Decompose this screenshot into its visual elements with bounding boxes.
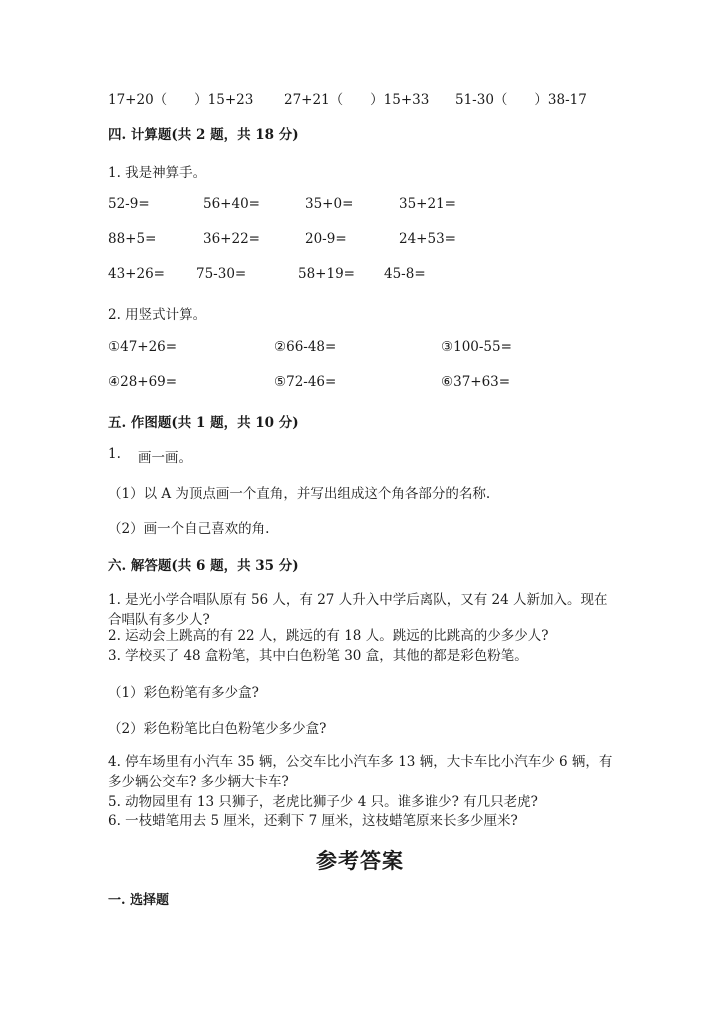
answers-title: 参考答案 <box>316 848 404 873</box>
section6-q3-sub2: （2）彩色粉笔比白色粉笔少多少盒? <box>108 721 327 737</box>
section6-heading: 六. 解答题(共 6 题，共 35 分) <box>108 558 299 574</box>
calc-item: 35+0= <box>305 196 354 212</box>
vertical-calc-item: ⑥37+63= <box>441 374 511 390</box>
section5-q1-number: 1. <box>108 446 121 462</box>
calc-item: 58+19= <box>298 266 355 282</box>
vertical-calc-item: ④28+69= <box>108 374 178 390</box>
calc-item: 75-30= <box>196 266 247 282</box>
compare-item-1: 17+20（ ）15+23 <box>108 92 254 108</box>
calc-item: 24+53= <box>399 231 456 247</box>
calc-item: 43+26= <box>108 266 165 282</box>
compare-item-2: 27+21（ ）15+33 <box>284 92 430 108</box>
vertical-calc-item: ⑤72-46= <box>274 374 337 390</box>
section6-q6: 6. 一枝蜡笔用去 5 厘米，还剩下 7 厘米，这枝蜡笔原来长多少厘米? <box>108 813 518 829</box>
section5-sub2: （2）画一个自己喜欢的角. <box>108 521 270 537</box>
section4-q1-title: 1. 我是神算手。 <box>108 165 207 181</box>
section6-q3-sub1: （1）彩色粉笔有多少盒? <box>108 685 259 701</box>
compare-item-3: 51-30（ ）38-17 <box>455 92 587 108</box>
vertical-calc-item: ①47+26= <box>108 339 178 355</box>
calc-item: 35+21= <box>399 196 456 212</box>
calc-item: 88+5= <box>108 231 157 247</box>
section6-q2: 2. 运动会上跳高的有 22 人，跳远的有 18 人。跳远的比跳高的少多少人? <box>108 628 549 644</box>
section5-heading: 五. 作图题(共 1 题，共 10 分) <box>108 415 299 431</box>
vertical-calc-item: ③100-55= <box>441 339 512 355</box>
section5-q1-text: 画一画。 <box>138 450 192 466</box>
section6-q4: 4. 停车场里有小汽车 35 辆，公交车比小汽车多 13 辆，大卡车比小汽车少 6 辆，有多少辆公交车? 多少辆大卡车? <box>108 754 613 790</box>
calc-item: 20-9= <box>305 231 347 247</box>
section6-q3: 3. 学校买了 48 盒粉笔，其中白色粉笔 30 盒，其他的都是彩色粉笔。 <box>108 648 528 664</box>
section4-heading: 四. 计算题(共 2 题，共 18 分) <box>108 127 299 143</box>
vertical-calc-item: ②66-48= <box>274 339 337 355</box>
section6-q1: 1. 是光小学合唱队原有 56 人，有 27 人升入中学后离队，又有 24 人新加入。现在合唱队有多少人? <box>108 592 608 628</box>
section4-q2-title: 2. 用竖式计算。 <box>108 307 207 323</box>
calc-item: 52-9= <box>108 196 150 212</box>
section6-q5: 5. 动物园里有 13 只狮子，老虎比狮子少 4 只。谁多谁少? 有几只老虎? <box>108 794 538 810</box>
answers-section1-heading: 一. 选择题 <box>108 893 170 908</box>
calc-item: 36+22= <box>203 231 260 247</box>
section5-sub1: （1）以 A 为顶点画一个直角，并写出组成这个角各部分的名称. <box>108 486 491 502</box>
calc-item: 45-8= <box>384 266 426 282</box>
calc-item: 56+40= <box>203 196 260 212</box>
